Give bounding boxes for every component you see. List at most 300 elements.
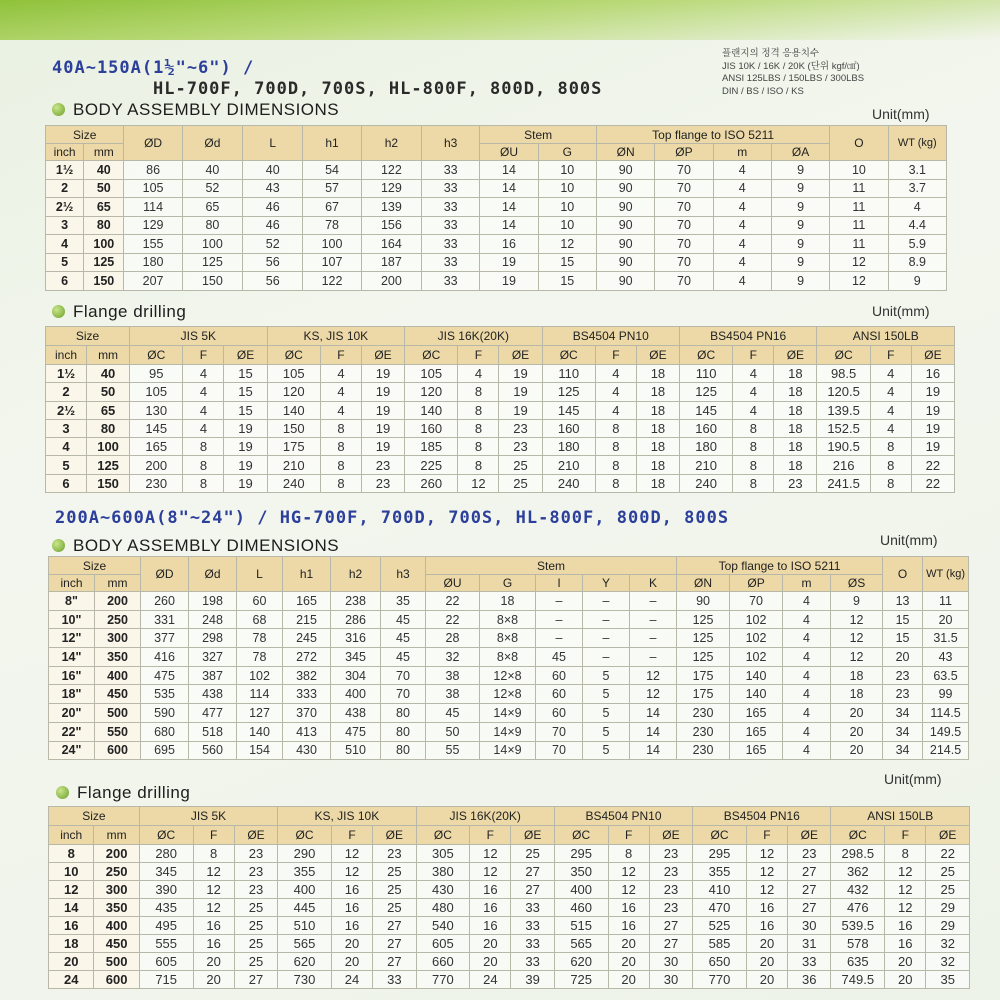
table-cell: 9 xyxy=(831,592,883,611)
table-cell: 4 xyxy=(183,383,224,401)
table-cell: 25 xyxy=(511,845,554,863)
table-row xyxy=(49,881,970,899)
table-cell: 27 xyxy=(373,953,416,971)
table-row xyxy=(46,235,947,254)
table-cell: 25 xyxy=(234,953,277,971)
table-row xyxy=(46,179,947,198)
header-ou: ØU xyxy=(426,575,480,592)
table-cell: 19 xyxy=(361,401,404,419)
header-standard: BS4504 PN16 xyxy=(679,327,816,346)
cell-inch: 6 xyxy=(46,474,87,492)
table-cell: 14 xyxy=(630,741,677,760)
table-cell: 241.5 xyxy=(817,474,870,492)
table-cell: 11 xyxy=(830,235,888,254)
table-cell: 230 xyxy=(677,704,730,723)
table-cell: 23 xyxy=(361,456,404,474)
table-cell: 605 xyxy=(139,953,193,971)
table-cell: 10 xyxy=(830,161,888,180)
cell-inch: 8 xyxy=(49,845,94,863)
table-cell: 23 xyxy=(373,845,416,863)
table-cell: 280 xyxy=(139,845,193,863)
unit-label-4: Unit(mm) xyxy=(884,771,942,787)
table-cell: 12 xyxy=(830,272,888,291)
header-o: O xyxy=(883,557,923,592)
table-cell: 238 xyxy=(331,592,381,611)
table-cell: 480 xyxy=(416,899,470,917)
cell-inch: 2½ xyxy=(46,401,87,419)
table-cell: 650 xyxy=(693,953,747,971)
table-cell: 80 xyxy=(381,722,426,741)
table-cell: 120.5 xyxy=(817,383,870,401)
table-cell: 50 xyxy=(426,722,480,741)
header-inch: inch xyxy=(49,575,95,592)
table-cell: 210 xyxy=(679,456,732,474)
table-cell: 33 xyxy=(422,198,480,217)
table-cell: 16 xyxy=(193,935,234,953)
cell-mm: 150 xyxy=(87,474,130,492)
table-cell: 175 xyxy=(677,685,730,704)
table-cell: 4 xyxy=(870,401,911,419)
header-h3: h3 xyxy=(422,126,480,161)
header-subcol: ØC xyxy=(405,346,458,365)
header-subcol: ØC xyxy=(679,346,732,365)
table-cell: 216 xyxy=(817,456,870,474)
table-cell: 260 xyxy=(141,592,189,611)
table-cell: 30 xyxy=(788,917,831,935)
table-cell: 90 xyxy=(596,216,654,235)
header-h3: h3 xyxy=(381,557,426,592)
header-os: ØS xyxy=(831,575,883,592)
table-cell: 114 xyxy=(124,198,182,217)
table-cell: 438 xyxy=(331,704,381,723)
table-cell: 19 xyxy=(911,419,954,437)
table-cell: 295 xyxy=(554,845,608,863)
table-cell: 34 xyxy=(883,741,923,760)
table-cell: 14×9 xyxy=(480,722,536,741)
table-cell: 725 xyxy=(554,971,608,989)
table-cell: 8 xyxy=(595,419,636,437)
cell-inch: 22" xyxy=(49,722,95,741)
table-cell: 214.5 xyxy=(923,741,969,760)
section-label: Flange drilling xyxy=(77,783,191,802)
table-cell: 362 xyxy=(831,863,885,881)
unit-label-2: Unit(mm) xyxy=(872,303,930,319)
cell-inch: 2 xyxy=(46,383,87,401)
table-cell: 12 xyxy=(193,899,234,917)
table-cell: 4 xyxy=(183,365,224,383)
table-cell: 25 xyxy=(234,917,277,935)
table-cell: 139.5 xyxy=(817,401,870,419)
table-cell: 200 xyxy=(361,272,421,291)
table-cell: 9 xyxy=(771,179,829,198)
table-cell: 20 xyxy=(608,935,649,953)
table-cell: 23 xyxy=(883,666,923,685)
table-cell: 4 xyxy=(783,685,831,704)
cell-inch: 10" xyxy=(49,610,95,629)
table-cell: 445 xyxy=(278,899,332,917)
table-cell: 333 xyxy=(283,685,331,704)
table-row xyxy=(46,474,955,492)
table-row xyxy=(49,845,970,863)
table-cell: 476 xyxy=(831,899,885,917)
table-cell: 70 xyxy=(655,198,713,217)
table-cell: 240 xyxy=(679,474,732,492)
table-cell: 8×8 xyxy=(480,629,536,648)
table-cell: 30 xyxy=(649,971,692,989)
table-cell: 23 xyxy=(234,863,277,881)
table-cell: 355 xyxy=(693,863,747,881)
table-cell: 210 xyxy=(542,456,595,474)
table-cell: 295 xyxy=(693,845,747,863)
table-cell: 9 xyxy=(771,161,829,180)
table-cell: 15 xyxy=(538,253,596,272)
table-cell: 350 xyxy=(554,863,608,881)
table-cell: 327 xyxy=(189,648,237,667)
table-cell: 145 xyxy=(542,401,595,419)
table-cell: 122 xyxy=(303,272,361,291)
table-cell: 20 xyxy=(885,971,926,989)
cell-inch: 24" xyxy=(49,741,95,760)
table-cell: 127 xyxy=(237,704,283,723)
bullet-icon xyxy=(52,103,65,116)
cell-inch: 2½ xyxy=(46,198,84,217)
table-cell: 102 xyxy=(730,610,783,629)
table-cell: 16 xyxy=(608,899,649,917)
table-cell: 39 xyxy=(511,971,554,989)
flange-drilling-title-1 xyxy=(52,302,186,322)
table-cell: 19 xyxy=(499,383,542,401)
table-cell: 9 xyxy=(771,198,829,217)
cell-mm: 150 xyxy=(84,272,124,291)
table-cell: 8×8 xyxy=(480,610,536,629)
table-cell: 18 xyxy=(774,383,817,401)
table-cell: 4 xyxy=(783,629,831,648)
table-cell: 19 xyxy=(480,253,538,272)
table-cell: 23 xyxy=(788,845,831,863)
cell-mm: 500 xyxy=(95,704,141,723)
header-stem: Stem xyxy=(426,557,677,575)
table-cell: 635 xyxy=(831,953,885,971)
table-cell: 130 xyxy=(130,401,183,419)
table-cell: – xyxy=(630,610,677,629)
table-cell: 345 xyxy=(331,648,381,667)
table-cell: 12 xyxy=(608,863,649,881)
table-cell: 19 xyxy=(224,456,267,474)
table-cell: 45 xyxy=(426,704,480,723)
cell-inch: 16" xyxy=(49,666,95,685)
table-cell: 4 xyxy=(870,419,911,437)
table-row xyxy=(49,917,970,935)
table-cell: 510 xyxy=(331,741,381,760)
header-op: ØP xyxy=(730,575,783,592)
table-cell: 8.9 xyxy=(888,253,946,272)
table-cell: 36 xyxy=(788,971,831,989)
table-cell: 149.5 xyxy=(923,722,969,741)
table-cell: 12 xyxy=(746,845,787,863)
table-cell: 16 xyxy=(608,917,649,935)
table-cell: 5.9 xyxy=(888,235,946,254)
table-cell: 25 xyxy=(499,474,542,492)
table-row xyxy=(46,419,955,437)
table-cell: 31 xyxy=(788,935,831,953)
table-cell: 245 xyxy=(283,629,331,648)
table-cell: 4 xyxy=(595,383,636,401)
table-row xyxy=(46,365,955,383)
table-cell: 470 xyxy=(693,899,747,917)
table-cell: 145 xyxy=(679,401,732,419)
table-cell: 345 xyxy=(139,863,193,881)
header-subcol: ØE xyxy=(649,826,692,845)
table-row xyxy=(46,198,947,217)
table-cell: 22 xyxy=(926,845,970,863)
table-cell: 68 xyxy=(237,610,283,629)
table-cell: 225 xyxy=(405,456,458,474)
table-row xyxy=(49,722,969,741)
table-cell: 8 xyxy=(733,474,774,492)
table-cell: 45 xyxy=(381,629,426,648)
table-cell: 210 xyxy=(267,456,320,474)
header-subcol: ØC xyxy=(139,826,193,845)
header-subcol: F xyxy=(183,346,224,365)
table-cell: 12 xyxy=(193,881,234,899)
table-cell: 5 xyxy=(583,722,630,741)
table-cell: 60 xyxy=(237,592,283,611)
table-cell: 139 xyxy=(361,198,421,217)
bullet-icon xyxy=(56,786,69,799)
table-cell: 20 xyxy=(193,971,234,989)
table-cell: 8 xyxy=(183,456,224,474)
table-cell: 16 xyxy=(911,365,954,383)
table-cell: 90 xyxy=(596,253,654,272)
table-cell: – xyxy=(583,629,630,648)
table-cell: 4 xyxy=(183,419,224,437)
header-subcol: ØE xyxy=(373,826,416,845)
table-cell: 16 xyxy=(470,881,511,899)
note-line: DIN / BS / ISO / KS xyxy=(722,85,804,97)
table-cell: 286 xyxy=(331,610,381,629)
cell-mm: 600 xyxy=(95,741,141,760)
table-cell: 175 xyxy=(267,438,320,456)
header-op: ØP xyxy=(655,144,713,161)
table-cell: 620 xyxy=(554,953,608,971)
table-cell: 770 xyxy=(416,971,470,989)
table-cell: 90 xyxy=(596,272,654,291)
header-subcol: F xyxy=(608,826,649,845)
table-cell: – xyxy=(630,648,677,667)
table-cell: 12 xyxy=(630,685,677,704)
table-cell: 4 xyxy=(870,383,911,401)
table-cell: 14×9 xyxy=(480,741,536,760)
table-cell: 140 xyxy=(405,401,458,419)
table-cell: 4 xyxy=(870,365,911,383)
table-cell: 20 xyxy=(193,953,234,971)
note-line: 플랜지의 정격 응용치수 xyxy=(722,48,820,59)
table-cell: 16 xyxy=(480,235,538,254)
table-cell: 20 xyxy=(831,741,883,760)
table-cell: 105 xyxy=(405,365,458,383)
table-cell: 12 xyxy=(331,845,372,863)
table-cell: 8 xyxy=(733,456,774,474)
table-cell: 15 xyxy=(538,272,596,291)
table-cell: 11 xyxy=(830,216,888,235)
table-cell: 8 xyxy=(595,474,636,492)
table-cell: 240 xyxy=(267,474,320,492)
cell-inch: 4 xyxy=(46,438,87,456)
header-standard: BS4504 PN10 xyxy=(542,327,679,346)
table-cell: 8 xyxy=(193,845,234,863)
table-cell: 20 xyxy=(831,722,883,741)
header-h2: h2 xyxy=(331,557,381,592)
table-cell: 125 xyxy=(677,629,730,648)
table-cell: 18 xyxy=(774,401,817,419)
table-cell: 770 xyxy=(693,971,747,989)
table-cell: 25 xyxy=(373,881,416,899)
table-cell: 11 xyxy=(923,592,969,611)
table-cell: 207 xyxy=(124,272,182,291)
table-cell: 105 xyxy=(130,383,183,401)
table-cell: 16 xyxy=(331,917,372,935)
header-inch: inch xyxy=(49,826,94,845)
table-cell: 3.7 xyxy=(888,179,946,198)
header-subcol: ØE xyxy=(911,346,954,365)
table-cell: 18 xyxy=(831,666,883,685)
table-cell: 8 xyxy=(458,401,499,419)
cell-inch: 3 xyxy=(46,419,87,437)
table-cell: 60 xyxy=(536,685,583,704)
table-cell: 4 xyxy=(783,592,831,611)
cell-inch: 20 xyxy=(49,953,94,971)
table-cell: 23 xyxy=(361,474,404,492)
table-cell: 114.5 xyxy=(923,704,969,723)
table-cell: 304 xyxy=(331,666,381,685)
table-cell: 19 xyxy=(499,401,542,419)
header-ou: ØU xyxy=(480,144,538,161)
header-subcol: ØE xyxy=(361,346,404,365)
table-cell: – xyxy=(536,610,583,629)
table-cell: 4 xyxy=(595,401,636,419)
table-cell: 78 xyxy=(237,629,283,648)
header-standard: ANSI 150LB xyxy=(817,327,955,346)
table-cell: 22 xyxy=(911,474,954,492)
table-cell: – xyxy=(536,629,583,648)
table-cell: 560 xyxy=(189,741,237,760)
cell-inch: 12 xyxy=(49,881,94,899)
table-cell: 19 xyxy=(361,419,404,437)
table-cell: 78 xyxy=(237,648,283,667)
table-cell: 29 xyxy=(926,917,970,935)
flange-drilling-table-small xyxy=(45,326,955,493)
table-cell: 18 xyxy=(636,438,679,456)
table-cell: 55 xyxy=(426,741,480,760)
table-cell: 20 xyxy=(608,971,649,989)
table-cell: 52 xyxy=(243,235,303,254)
table-cell: 590 xyxy=(141,704,189,723)
table-cell: 19 xyxy=(224,438,267,456)
unit-label-1: Unit(mm) xyxy=(872,106,930,122)
table-cell: 12×8 xyxy=(480,685,536,704)
table-cell: 14×9 xyxy=(480,704,536,723)
table-cell: 12 xyxy=(331,863,372,881)
table-cell: 475 xyxy=(141,666,189,685)
table-cell: 12 xyxy=(193,863,234,881)
table-cell: 27 xyxy=(788,863,831,881)
table-row xyxy=(46,253,947,272)
table-row xyxy=(46,401,955,419)
table-cell: 35 xyxy=(381,592,426,611)
table-cell: 78 xyxy=(303,216,361,235)
header-subcol: F xyxy=(331,826,372,845)
table-cell: 4 xyxy=(713,272,771,291)
header-oa: ØA xyxy=(771,144,829,161)
header-standard: JIS 5K xyxy=(139,807,277,826)
table-cell: 298.5 xyxy=(831,845,885,863)
table-cell: 20 xyxy=(470,953,511,971)
table-cell: 620 xyxy=(278,953,332,971)
table-cell: 25 xyxy=(926,863,970,881)
table-cell: 12 xyxy=(830,253,888,272)
table-cell: 70 xyxy=(655,216,713,235)
table-cell: 8 xyxy=(320,474,361,492)
table-cell: 460 xyxy=(554,899,608,917)
table-cell: 57 xyxy=(303,179,361,198)
header-standard: KS, JIS 10K xyxy=(267,327,404,346)
table-cell: 4 xyxy=(783,610,831,629)
cell-inch: 16 xyxy=(49,917,94,935)
table-cell: 129 xyxy=(361,179,421,198)
table-cell: 578 xyxy=(831,935,885,953)
table-cell: 20 xyxy=(331,935,372,953)
table-cell: 4 xyxy=(783,722,831,741)
table-cell: 18 xyxy=(636,456,679,474)
header-k: K xyxy=(630,575,677,592)
table-cell: 20 xyxy=(331,953,372,971)
cell-mm: 80 xyxy=(87,419,130,437)
table-cell: 272 xyxy=(283,648,331,667)
table-cell: 120 xyxy=(405,383,458,401)
table-cell: 18 xyxy=(636,474,679,492)
table-cell: 715 xyxy=(139,971,193,989)
table-cell: 18 xyxy=(480,592,536,611)
table-cell: 165 xyxy=(730,704,783,723)
header-m: m xyxy=(713,144,771,161)
header-subcol: ØC xyxy=(817,346,870,365)
header-on: ØN xyxy=(596,144,654,161)
table-cell: 18 xyxy=(636,365,679,383)
table-cell: 12 xyxy=(885,881,926,899)
table-cell: 70 xyxy=(381,666,426,685)
table-cell: 377 xyxy=(141,629,189,648)
table-row xyxy=(46,216,947,235)
header-subcol: ØE xyxy=(234,826,277,845)
cell-mm: 125 xyxy=(84,253,124,272)
table-cell: 8 xyxy=(733,438,774,456)
table-cell: 22 xyxy=(426,610,480,629)
table-cell: 70 xyxy=(730,592,783,611)
cell-inch: 5 xyxy=(46,253,84,272)
table-cell: 4 xyxy=(783,666,831,685)
table-cell: 25 xyxy=(234,935,277,953)
header-subcol: ØC xyxy=(542,346,595,365)
table-cell: 12 xyxy=(470,863,511,881)
table-cell: – xyxy=(583,610,630,629)
table-cell: 8 xyxy=(870,474,911,492)
header-subcol: F xyxy=(193,826,234,845)
table-cell: 33 xyxy=(422,253,480,272)
unit-label-3: Unit(mm) xyxy=(880,532,938,548)
table-cell: 518 xyxy=(189,722,237,741)
header-h1: h1 xyxy=(283,557,331,592)
table-cell: 90 xyxy=(596,198,654,217)
